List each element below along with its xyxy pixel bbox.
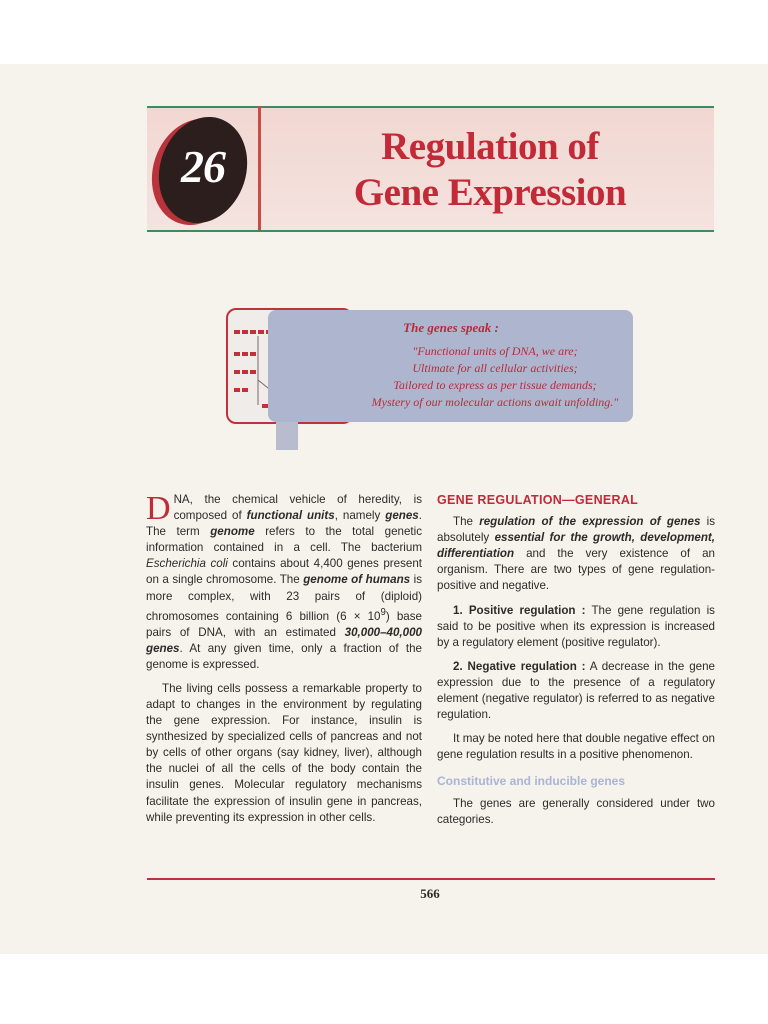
quote-line: Mystery of our molecular actions await unfolding.": [371, 395, 619, 409]
body-paragraph: It may be noted here that double negative effect on gene regulation results in a positive phenomenon.: [437, 732, 715, 762]
quote-title: The genes speak :: [403, 320, 499, 335]
chapter-title-line1: Regulation of: [381, 125, 599, 168]
emphasis-text: essential for the growth, development, differentiation: [437, 531, 715, 561]
footer-rule: [147, 878, 715, 880]
header-divider: [258, 106, 261, 230]
body-paragraph: The genes are generally considered under two categories.: [437, 796, 715, 826]
diagram-stem: [276, 420, 298, 450]
list-label: 1. Positive regulation :: [453, 603, 586, 617]
emphasis-text: regulation of the expression of genes: [479, 515, 701, 529]
text-run: The gene regulation is said to be positive when its expression is increased by a regulatory element (positive regulator).: [437, 603, 715, 649]
superscript: 9: [380, 606, 386, 618]
emphasis-text: functional units: [246, 509, 335, 523]
text-run: , namely: [334, 509, 386, 523]
text-run: A decrease in the gene expression due to the presence of a regulatory element (negative regulator) is referred to as negative regulation.: [437, 659, 715, 722]
emphasis-text: genes: [385, 509, 419, 523]
emphasis-text: genome: [210, 525, 255, 539]
chapter-title: [300, 124, 680, 216]
species-name: Escherichia coli: [146, 557, 228, 571]
page-number: 566: [420, 886, 440, 901]
list-label: 2. Negative regulation :: [453, 659, 586, 673]
body-paragraph: [437, 659, 715, 723]
text-run: The: [453, 515, 480, 529]
drop-cap: D: [146, 490, 171, 527]
quote-line: "Functional units of DNA, we are;: [412, 344, 578, 358]
chapter-title-line2: Gene Expression: [353, 171, 627, 214]
quote-lines: [350, 343, 640, 411]
chapter-number: 26: [181, 141, 225, 192]
body-paragraph: The living cells possess a remarkable property to adapt to changes in the environment by regulating the gene expression. For instance, insulin is synthesized by specialized cells of pancreas and not by cells of other organs (say kidney, liver), although the nuclei of all the cells of the body contain the insulin genes. Molecular regulatory mechanisms facilitate the expression of insulin gene in pancreas, while preventing its expression in other cells.: [146, 681, 422, 824]
section-heading: GENE REGULATION—GENERAL: [437, 493, 639, 507]
quote-line: Tailored to express as per tissue demands;: [393, 378, 597, 392]
intro-paragraph: [146, 492, 422, 673]
text-run: refers to the total genetic information contained in a cell. The bacterium: [146, 525, 423, 555]
text-run: NA, the chemical vehicle of heredity, is composed of: [173, 493, 422, 523]
left-column: [146, 492, 422, 834]
text-run: . At any given time, only a fraction of the genome is expressed.: [146, 641, 422, 671]
text-run: and the very existence of an organism. There are two types of gene regulation-positive and negative.: [437, 547, 715, 593]
body-paragraph: [437, 603, 715, 651]
body-paragraph: [437, 514, 715, 594]
right-column: [437, 492, 715, 836]
text-run: . The term: [146, 509, 422, 539]
subsection-heading: Constitutive and inducible genes: [437, 774, 626, 789]
text-run: contains about 4,400 genes present on a single chromosome. The: [146, 557, 422, 587]
text-run: is more complex, with 23 pairs of (diploid) chromosomes containing 6 billion (6 × 10: [146, 573, 422, 623]
text-run: is absolutely: [437, 515, 716, 545]
text-run: ) base pairs of DNA, with an estimated: [146, 609, 422, 639]
emphasis-text: 30,000–40,000 genes: [146, 625, 422, 655]
emphasis-text: genome of humans: [303, 573, 411, 587]
quote-line: Ultimate for all cellular activities;: [412, 361, 578, 375]
